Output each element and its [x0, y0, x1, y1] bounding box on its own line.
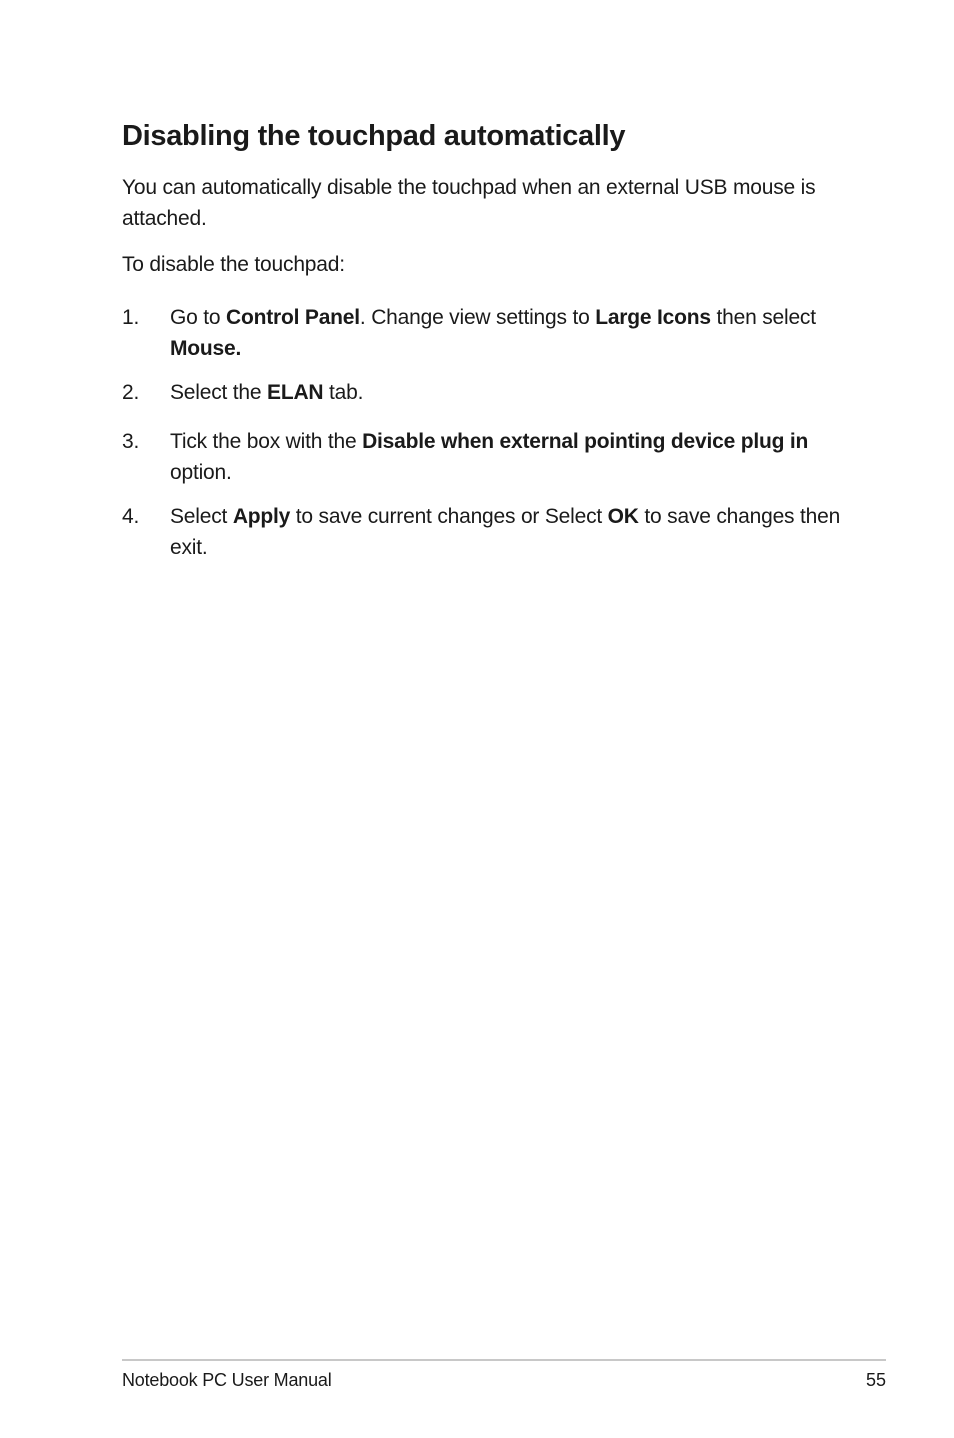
instructions-lead: To disable the touchpad: [122, 253, 345, 276]
intro-paragraph: You can automatically disable the touchpad when an external USB mouse is attached. [122, 176, 816, 230]
step-item-4 [122, 501, 842, 563]
step-number: 1. [122, 306, 140, 329]
step-text-part: Select [170, 505, 233, 528]
footer-manual-title: Notebook PC User Manual [122, 1370, 332, 1390]
step-text [170, 430, 808, 484]
step-text-part: Tick the box with the [170, 430, 363, 453]
step-number: 3. [122, 430, 140, 453]
step-item-2 [122, 377, 842, 408]
step-term-mouse: Mouse. [170, 337, 242, 360]
step-text-part: then select [710, 306, 816, 329]
step-text-part: option. [170, 461, 232, 484]
step-term-apply: Apply [232, 505, 291, 528]
footer-page-number: 55 [865, 1370, 886, 1390]
step-text-part: Go to [170, 306, 226, 329]
step-text-part: tab. [323, 381, 364, 404]
footer-divider [122, 1359, 886, 1361]
step-text-part: Select the [170, 381, 268, 404]
steps-list [122, 302, 842, 576]
step-number: 2. [122, 381, 140, 404]
section-title: Disabling the touchpad automatically [122, 120, 626, 152]
step-term-disable-option: Disable when external pointing device plug in [362, 430, 809, 453]
step-text [170, 381, 363, 404]
step-term-large-icons: Large Icons [595, 306, 711, 329]
step-term-control-panel: Control Panel [226, 306, 360, 329]
step-text-part: to save current changes or Select [290, 505, 608, 528]
step-text [170, 306, 816, 360]
step-term-elan: ELAN [267, 381, 324, 404]
step-term-ok: OK [607, 505, 639, 528]
step-text-part: . Change view settings to [359, 306, 596, 329]
step-item-3 [122, 426, 842, 488]
step-item-1 [122, 302, 842, 364]
step-number: 4. [122, 505, 140, 528]
step-text-part: to save changes then exit. [170, 505, 841, 559]
step-text [170, 505, 840, 559]
